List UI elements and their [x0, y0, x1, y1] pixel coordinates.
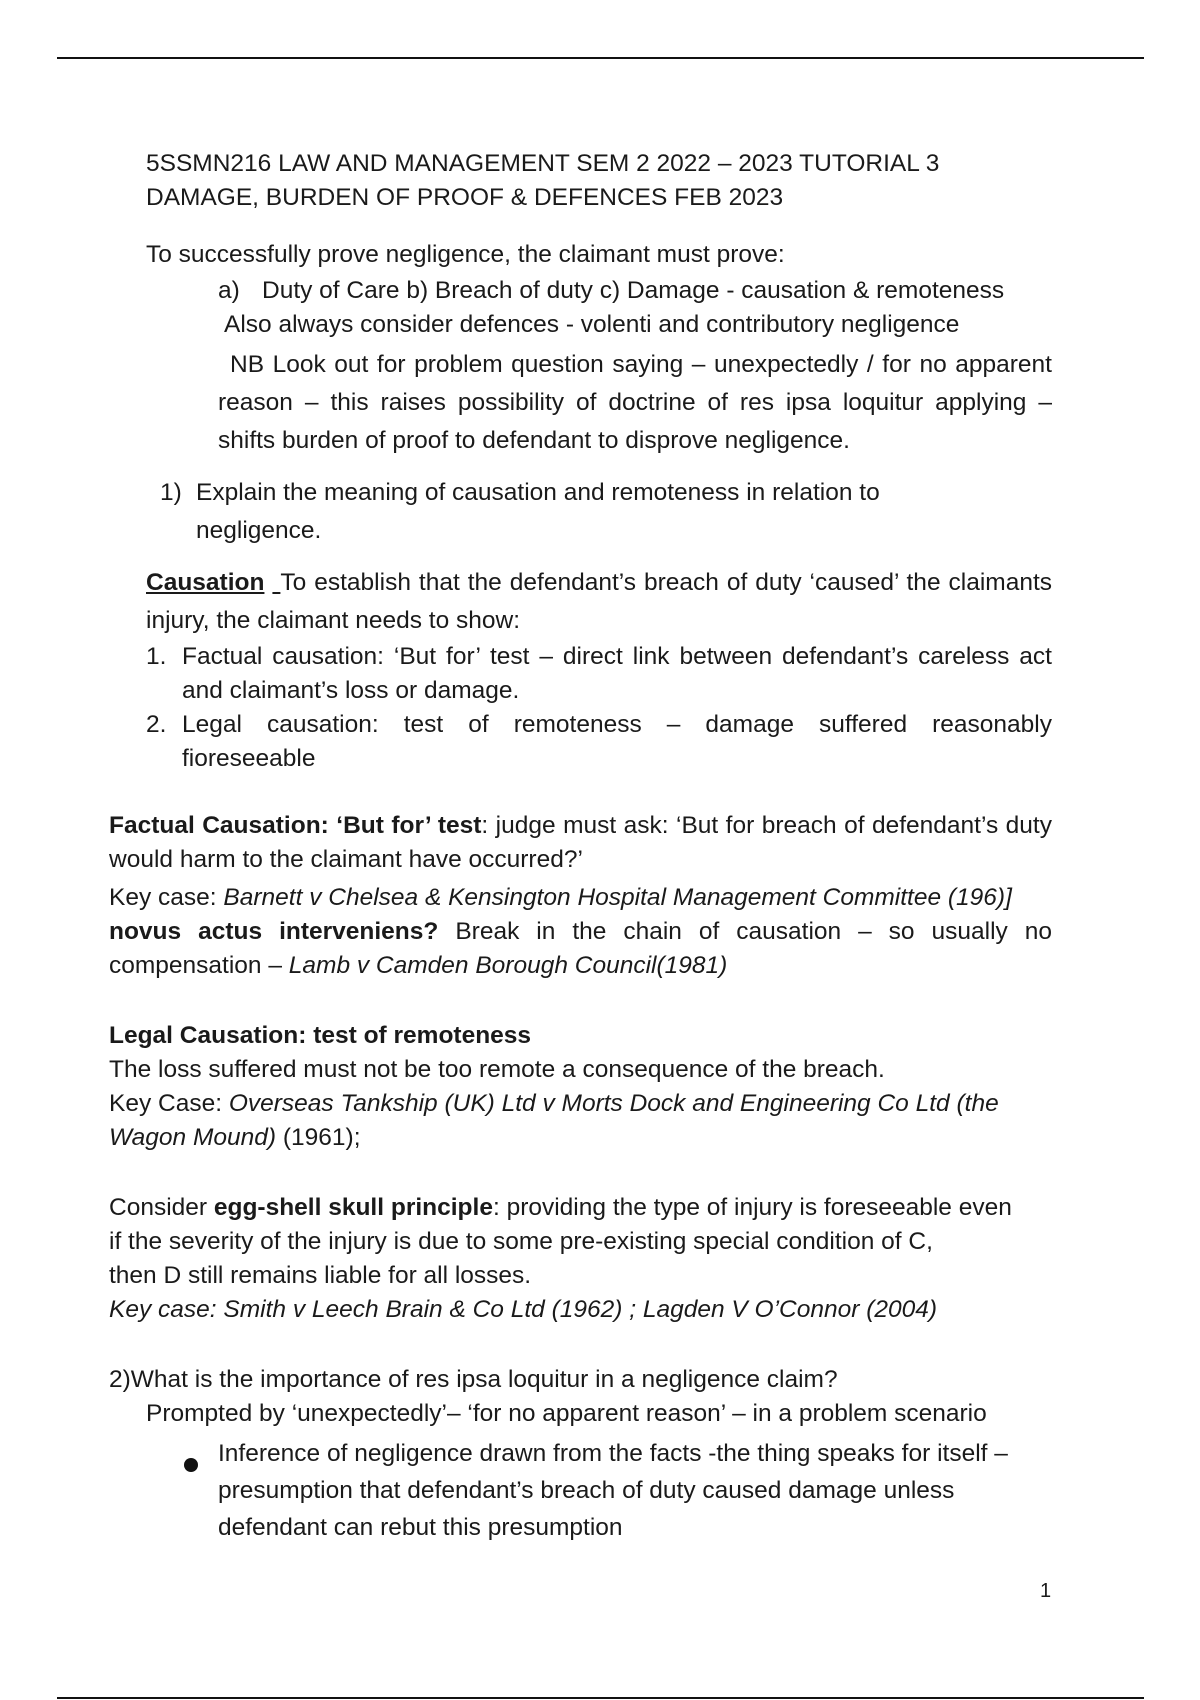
lamb-case: Lamb v Camden Borough Council(1981) [288, 952, 728, 979]
res-ipsa-bullet [184, 1435, 1064, 1546]
causation-item-1: 1. Factual causation: ‘But for’ test – direct link between defendant’s careless act and claimant’s loss or damage. [146, 643, 1052, 704]
defences-note: Also always consider defences - volenti and contributory negligence [224, 311, 960, 338]
question-1 [160, 474, 960, 550]
causation-item-2: 2. Legal causation: test of remoteness – damage suffered reasonably fioreseeable [146, 711, 1052, 772]
question-1-number: 1) [160, 479, 182, 506]
question-2: 2)What is the importance of res ipsa loquitur in a negligence claim? [109, 1366, 838, 1393]
nb-note: NB Look out for problem question saying – unexpectedly / for no apparent reason – this raises possibility of doctrine of res ipsa loquitur applying – shifts burden of proof to defendant to disprove negligence. [218, 351, 1052, 454]
bullet-dot-icon [184, 1458, 198, 1472]
barnett-case: Barnett v Chelsea & Kensington Hospital Management Committee (196)] [223, 884, 1012, 911]
wagon-mound-case: Key Case: Overseas Tankship (UK) Ltd v Morts Dock and Engineering Co Ltd (the Wagon Mound) (1961); [109, 1090, 999, 1151]
eggshell-block [109, 1191, 1069, 1327]
legal-causation-block [109, 1019, 1052, 1155]
eggshell-key-case: Key case: Smith v Leech Brain & Co Ltd (1962) ; Lagden V O’Connor (2004) [109, 1296, 938, 1323]
eggshell-heading: egg-shell skull principle [213, 1194, 493, 1221]
title-line-1: 5SSMN216 LAW AND MANAGEMENT SEM 2 2022 – 2023 TUTORIAL 3 [146, 150, 940, 177]
eggshell-line-2: if the severity of the injury is due to some pre-existing special condition of C, [109, 1228, 933, 1255]
factual-causation-text: : judge must ask: ‘But for breach of defendant’s duty would harm to the claimant have occurred?’ [109, 812, 1052, 873]
footer-rule [57, 1697, 1144, 1699]
novus-actus-heading: novus actus interveniens? [109, 918, 439, 945]
page-number: 1 [1040, 1580, 1052, 1602]
question-1-text: Explain the meaning of causation and remoteness in relation to negligence. [196, 479, 880, 544]
eggshell-line-1: Consider egg-shell skull principle: providing the type of injury is foreseeable even [109, 1194, 1012, 1221]
causation-list [146, 640, 1052, 776]
eggshell-line-3: then D still remains liable for all losses. [109, 1262, 532, 1289]
novus-actus-paragraph: novus actus interveniens? Break in the chain of causation – so usually no compensation – Lamb v Camden Borough Council(1981) [109, 918, 1052, 979]
legal-causation-heading: Legal Causation: test of remoteness [109, 1022, 532, 1049]
res-ipsa-bullet-text: Inference of negligence drawn from the facts -the thing speaks for itself – presumption that defendant’s breach of duty caused damage unless defendant can rebut this presumption [218, 1440, 1008, 1541]
causation-heading: Causation [146, 569, 265, 596]
factual-key-case: Key case: Barnett v Chelsea & Kensington Hospital Management Committee (196)] [109, 884, 1012, 911]
factual-causation-paragraph [109, 809, 1052, 877]
elements-marker: a) [218, 277, 240, 304]
causation-text: To establish that the defendant’s breach of duty ‘caused’ the claimants injury, the claimant needs to show: [146, 569, 1053, 634]
elements-text: Duty of Care b) Breach of duty c) Damage - causation & remoteness [262, 277, 1005, 304]
header-rule [57, 57, 1144, 59]
document-title [146, 147, 1046, 215]
factual-causation-heading: Factual Causation: ‘But for’ test [109, 812, 482, 839]
title-line-2: DAMAGE, BURDEN OF PROOF & DEFENCES FEB 2023 [146, 184, 784, 211]
causation-paragraph [146, 564, 1052, 640]
intro-lead: To successfully prove negligence, the claimant must prove: [146, 241, 785, 268]
legal-causation-text: The loss suffered must not be too remote a consequence of the breach. [109, 1056, 885, 1083]
elements-line [218, 274, 1048, 308]
question-2-prompt: Prompted by ‘unexpectedly’– ‘for no apparent reason’ – in a problem scenario [146, 1400, 987, 1427]
